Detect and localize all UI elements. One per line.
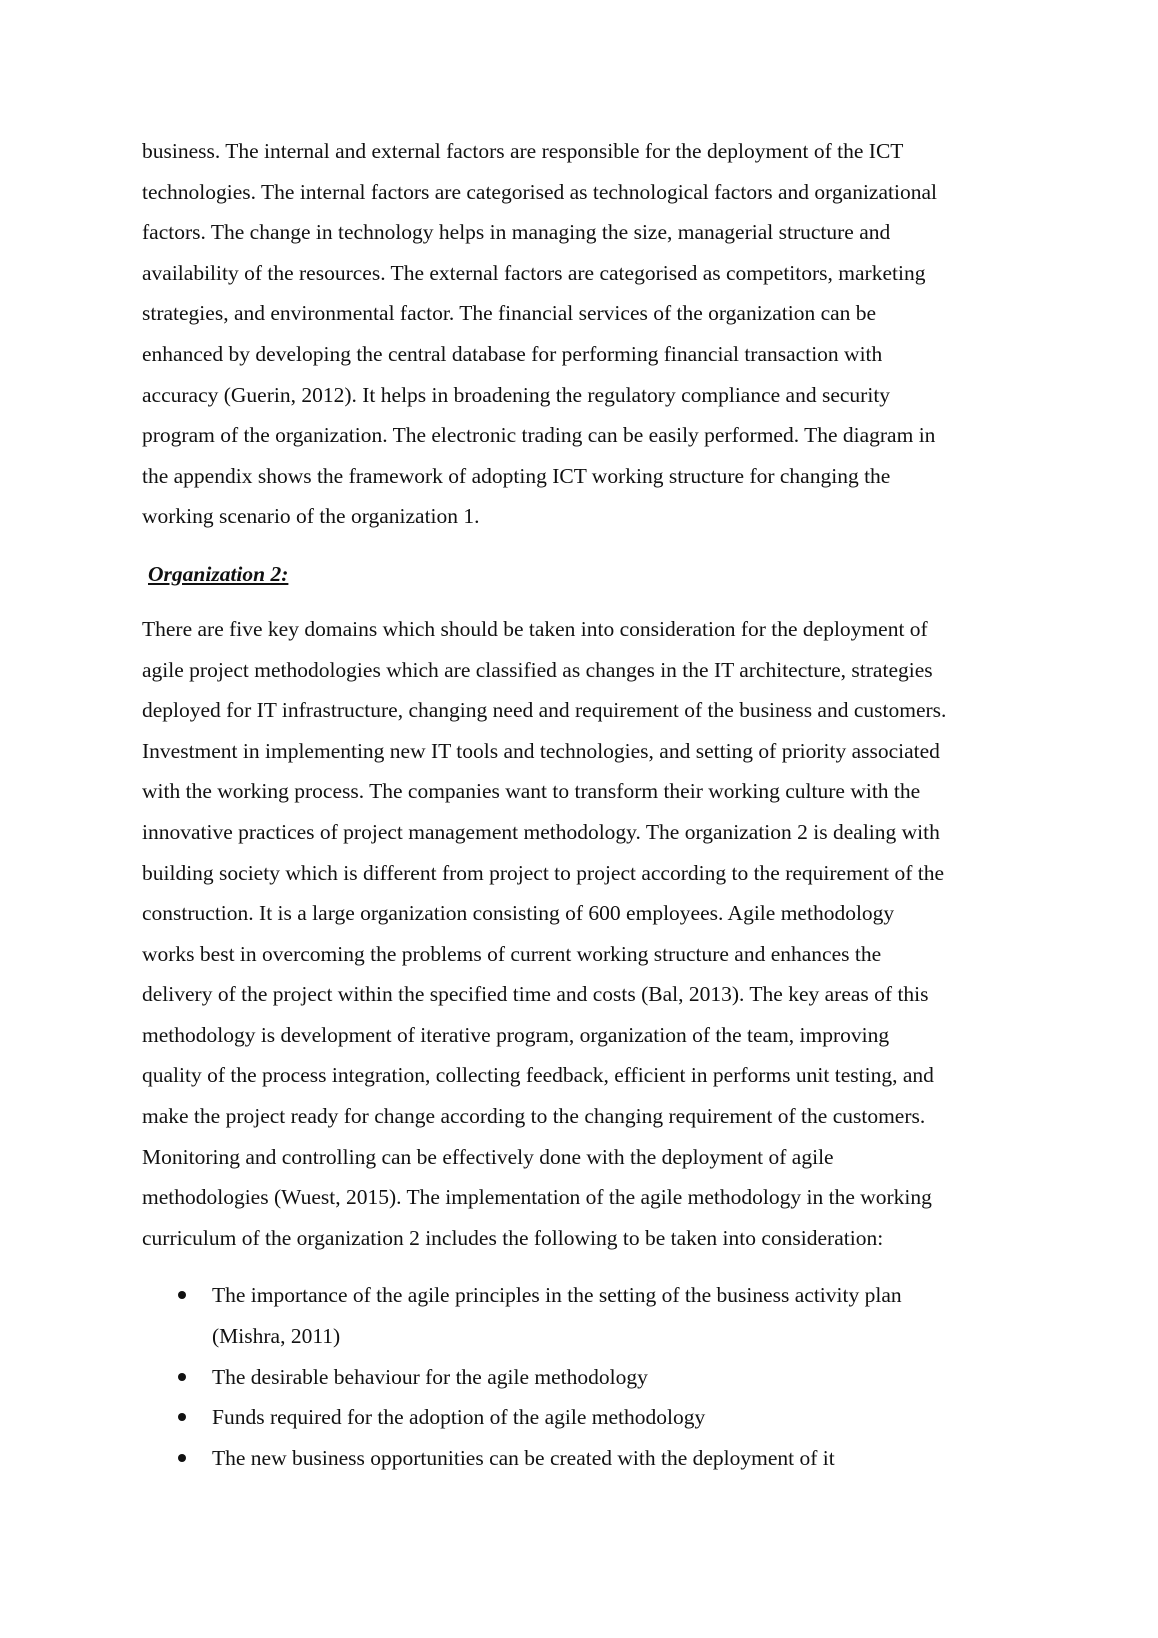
intro-paragraph bbox=[142, 131, 1032, 537]
body-line: curriculum of the organization 2 includes the following to be taken into consideration: bbox=[142, 1225, 884, 1250]
body-line: methodology is development of iterative program, organization of the team, improving bbox=[142, 1022, 890, 1047]
intro-line: strategies, and environmental factor. The financial services of the organization can be bbox=[142, 301, 877, 326]
bullet-icon bbox=[178, 1373, 186, 1381]
list-item bbox=[142, 1397, 1032, 1438]
body-line: quality of the process integration, collecting feedback, efficient in performs unit testing, and bbox=[142, 1063, 934, 1088]
body-line: construction. It is a large organization consisting of 600 employees. Agile methodology bbox=[142, 901, 895, 926]
intro-line: business. The internal and external factors are responsible for the deployment of the ICT bbox=[142, 139, 904, 163]
list-item-line: The importance of the agile principles in the setting of the business activity plan bbox=[212, 1283, 902, 1308]
body-line: Investment in implementing new IT tools and technologies, and setting of priority associated bbox=[142, 738, 940, 763]
body-line: There are five key domains which should be taken into consideration for the deployment of bbox=[142, 616, 928, 641]
intro-line: enhanced by developing the central database for performing financial transaction with bbox=[142, 341, 883, 366]
list-item-line: The new business opportunities can be created with the deployment of it bbox=[212, 1445, 835, 1470]
list-item-line: The desirable behaviour for the agile methodology bbox=[212, 1364, 648, 1389]
body-line: agile project methodologies which are classified as changes in the IT architecture, strategies bbox=[142, 657, 933, 682]
intro-line: availability of the resources. The external factors are categorised as competitors, marketing bbox=[142, 260, 926, 285]
body-line: with the working process. The companies want to transform their working culture with the bbox=[142, 779, 921, 804]
intro-line: technologies. The internal factors are categorised as technological factors and organizational bbox=[142, 179, 937, 204]
intro-line: program of the organization. The electronic trading can be easily performed. The diagram in bbox=[142, 423, 936, 448]
bullet-icon bbox=[178, 1291, 186, 1299]
list-item bbox=[142, 1275, 1032, 1356]
body-paragraph bbox=[142, 609, 1032, 1259]
body-line: innovative practices of project management methodology. The organization 2 is dealing with bbox=[142, 819, 940, 844]
intro-line: the appendix shows the framework of adopting ICT working structure for changing the bbox=[142, 463, 891, 488]
bullet-icon bbox=[178, 1413, 186, 1421]
body-line: delivery of the project within the specified time and costs (Bal, 2013). The key areas of this bbox=[142, 982, 929, 1007]
intro-line: working scenario of the organization 1. bbox=[142, 504, 480, 529]
list-item-line: Funds required for the adoption of the agile methodology bbox=[212, 1405, 706, 1430]
body-line: methodologies (Wuest, 2015). The implementation of the agile methodology in the working bbox=[142, 1185, 932, 1210]
section-heading: Organization 2: bbox=[148, 561, 289, 586]
intro-line: factors. The change in technology helps in managing the size, managerial structure and bbox=[142, 220, 891, 245]
body-line: works best in overcoming the problems of current working structure and enhances the bbox=[142, 941, 882, 966]
body-line: Monitoring and controlling can be effectively done with the deployment of agile bbox=[142, 1144, 834, 1169]
bullet-icon bbox=[178, 1454, 186, 1462]
document-page bbox=[142, 131, 1032, 1478]
list-item bbox=[142, 1357, 1032, 1398]
intro-line: accuracy (Guerin, 2012). It helps in broadening the regulatory compliance and security bbox=[142, 382, 891, 407]
body-line: deployed for IT infrastructure, changing need and requirement of the business and customers. bbox=[142, 698, 947, 723]
list-item bbox=[142, 1438, 1032, 1479]
body-line: make the project ready for change according to the changing requirement of the customers. bbox=[142, 1104, 926, 1129]
body-line: building society which is different from project to project according to the requirement of the bbox=[142, 860, 945, 885]
list-item-line: (Mishra, 2011) bbox=[212, 1324, 341, 1349]
bullet-list bbox=[142, 1275, 1032, 1478]
